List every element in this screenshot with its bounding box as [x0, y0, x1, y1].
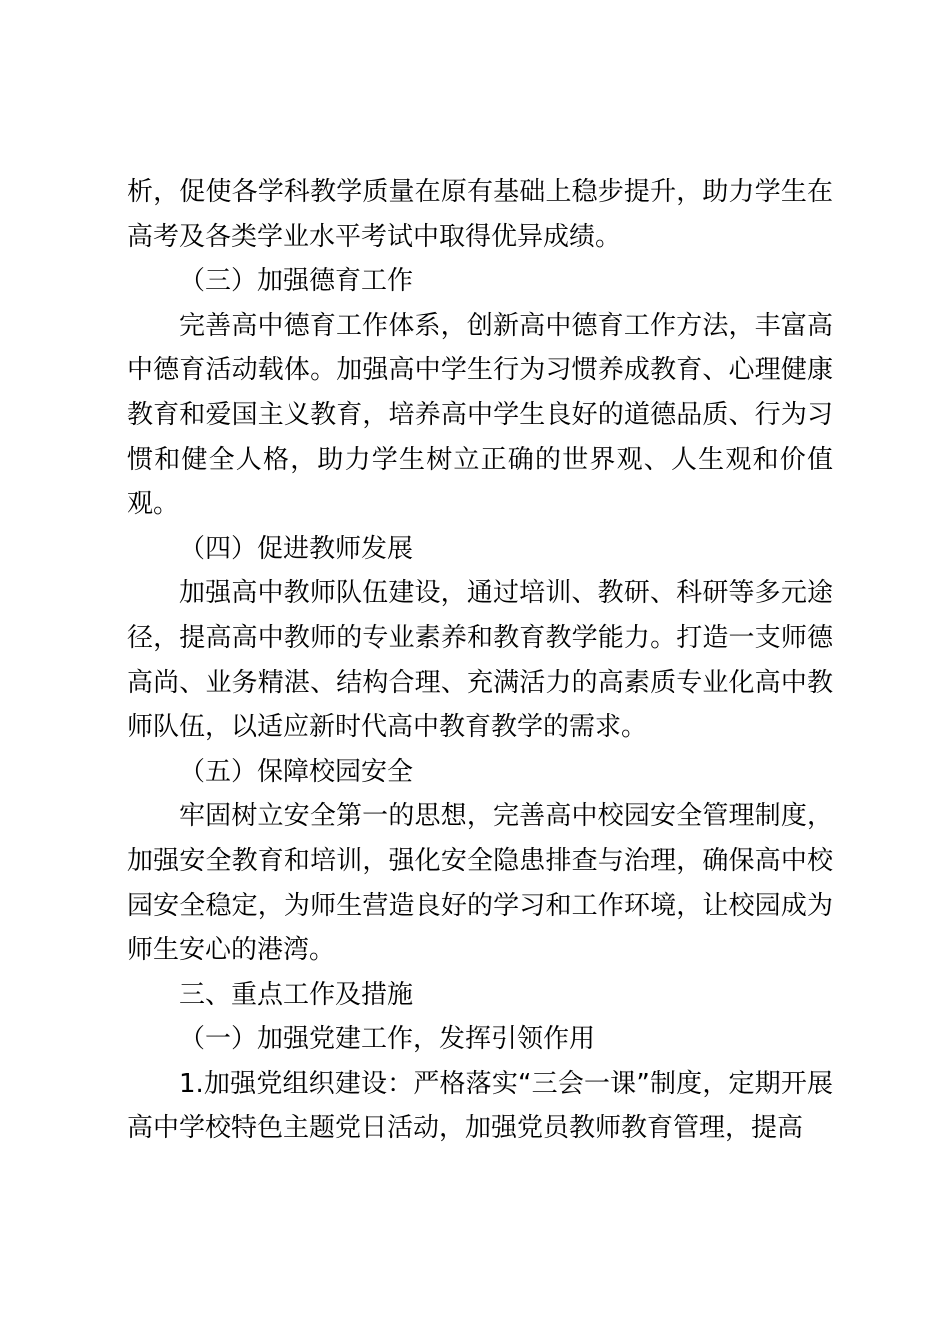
section-heading-1: （一）加强党建工作，发挥引领作用: [179, 1024, 596, 1055]
document-body: [127, 170, 833, 1151]
paragraph-continuation: 析，促使各学科教学质量在原有基础上稳步提升，助力学生在高考及各类学业水平考试中取得优异成绩。: [127, 177, 833, 252]
paragraph-party-building: 1.加强党组织建设：严格落实“三会一课”制度，定期开展高中学校特色主题党日活动，加强党员教师教育管理，提高: [127, 1068, 833, 1144]
paragraph-campus-safety: 牢固树立安全第一的思想，完善高中校园安全管理制度，加强安全教育和培训，强化安全隐患排查与治理，确保高中校园安全稳定，为师生营造良好的学习和工作环境，让校园成为师生安心的港湾。: [127, 801, 833, 966]
section-heading-5: （五）保障校园安全: [179, 756, 414, 787]
section-heading-4: （四）促进教师发展: [179, 533, 414, 564]
chapter-heading-3: 三、重点工作及措施: [179, 979, 414, 1010]
paragraph-teacher-development: 加强高中教师队伍建设，通过培训、教研、科研等多元途径，提高高中教师的专业素养和教育教学能力。打造一支师德高尚、业务精湛、结构合理、充满活力的高素质专业化高中教师队伍，以适应新时代高中教育教学的需求。: [127, 578, 833, 743]
section-heading-3: （三）加强德育工作: [179, 266, 414, 297]
paragraph-moral-education: 完善高中德育工作体系，创新高中德育工作方法，丰富高中德育活动载体。加强高中学生行为习惯养成教育、心理健康教育和爱国主义教育，培养高中学生良好的道德品质、行为习惯和健全人格，助力学生树立正确的世界观、人生观和价值观。: [127, 310, 833, 520]
